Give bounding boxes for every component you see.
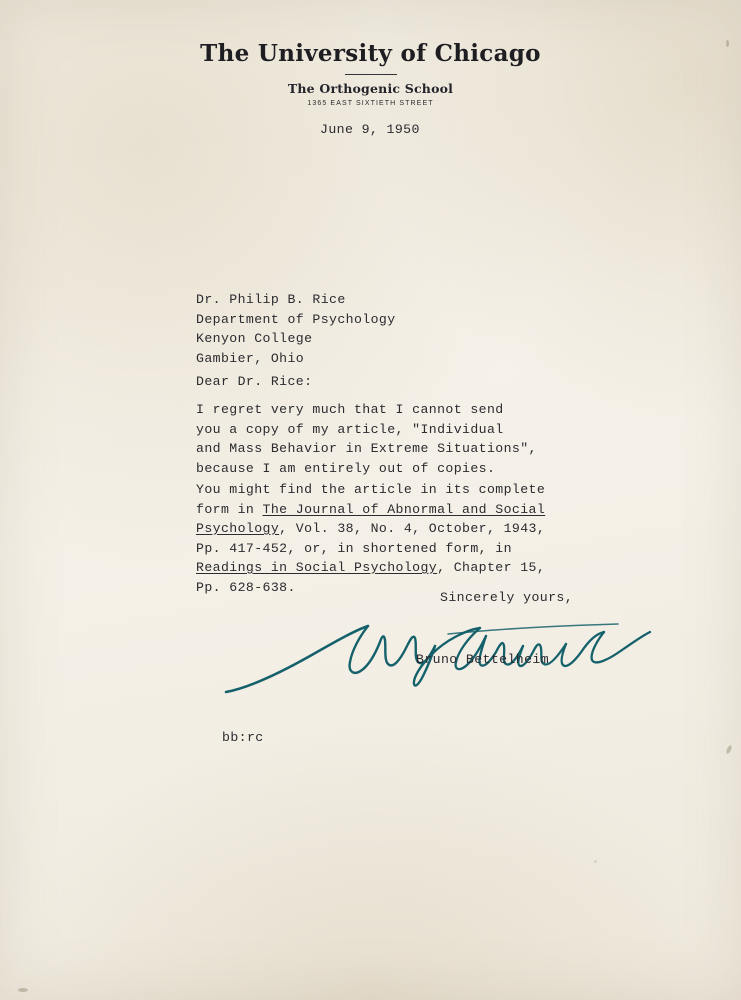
journal-title-part-1: The Journal of Abnormal and Social xyxy=(262,501,546,517)
paragraph-1-line-2: you a copy of my article, "Individual xyxy=(196,421,504,437)
closing-line: Sincerely yours, xyxy=(440,590,574,605)
paragraph-2-line-4: Pp. 417-452, or, in shortened form, in xyxy=(196,540,512,556)
paper-speck xyxy=(594,860,597,863)
paragraph-2-line-3-plain: , Vol. 38, No. 4, October, 1943, xyxy=(279,521,546,536)
letterhead-divider xyxy=(345,74,397,75)
paragraph-1-line-1: I regret very much that I cannot send xyxy=(196,402,504,417)
recipient-line-2: Department of Psychology xyxy=(196,311,396,327)
typist-initials: bb:rc xyxy=(222,730,264,745)
journal-title-part-2: Psychology xyxy=(196,521,280,536)
school-name: The Orthogenic School xyxy=(287,81,454,96)
recipient-line-1: Dr. Philip B. Rice xyxy=(196,292,346,307)
paragraph-1-line-3: and Mass Behavior in Extreme Situations", xyxy=(196,441,537,456)
body-paragraph-1 xyxy=(196,400,537,478)
paragraph-2-line-1: You might find the article in its complete xyxy=(196,482,546,497)
salutation: Dear Dr. Rice: xyxy=(196,374,313,389)
body-paragraph-2 xyxy=(196,480,545,597)
paper-speck xyxy=(725,745,732,755)
paragraph-2-line-2-plain: form in xyxy=(196,501,263,517)
letterhead-address: 1365 EAST SIXTIETH STREET xyxy=(307,100,434,107)
signature-typed-name: Bruno Bettelheim xyxy=(416,652,550,667)
letter-date: June 9, 1950 xyxy=(320,122,420,137)
letterhead xyxy=(0,40,741,107)
book-title: Readings in Social Psychology xyxy=(196,560,438,575)
paragraph-2-line-6: Pp. 628-638. xyxy=(196,579,296,595)
recipient-line-3: Kenyon College xyxy=(196,331,313,346)
recipient-line-4: Gambier, Ohio xyxy=(196,350,305,366)
recipient-address xyxy=(196,290,396,368)
paper-speck xyxy=(18,988,28,992)
paragraph-2-line-5-plain: , Chapter 15, xyxy=(437,560,546,575)
university-name: The University of Chicago xyxy=(200,40,541,67)
paragraph-1-line-4: because I am entirely out of copies. xyxy=(196,460,496,476)
